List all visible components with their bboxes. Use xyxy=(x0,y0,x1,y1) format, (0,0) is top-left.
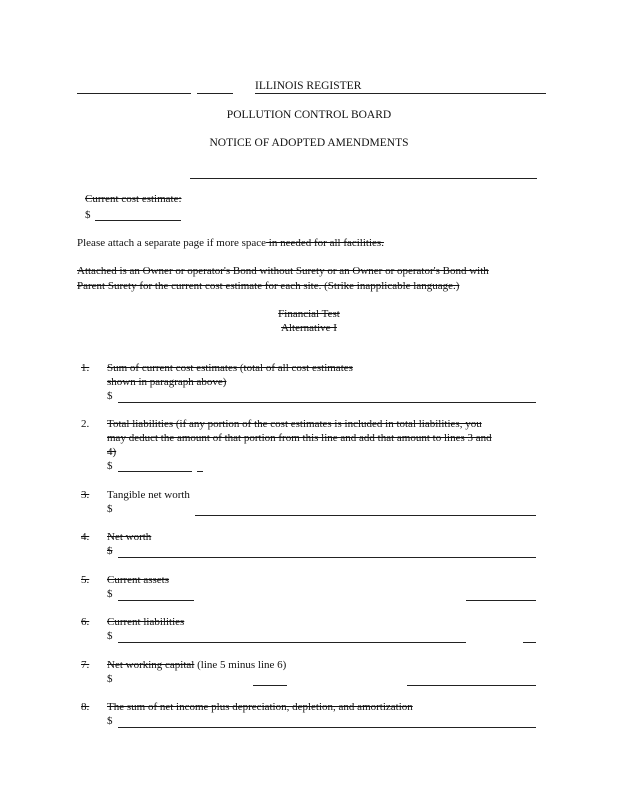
item-7-field-right xyxy=(407,685,536,686)
item-2-label-cont: may deduct the amount of that portion from this line and add that amount to lines 3 and xyxy=(107,432,492,444)
item-number: 7. xyxy=(81,659,90,671)
item-2-field[interactable] xyxy=(118,471,192,472)
register-title: ILLINOIS REGISTER xyxy=(255,80,362,92)
item-1-label: Sum of current cost estimates (total of all cost estimates xyxy=(107,362,353,374)
attach-page-prefix: Please attach a separate page if more space xyxy=(77,237,267,249)
item-4-field[interactable] xyxy=(118,557,536,558)
section-subtitle: Alternative I xyxy=(281,322,337,334)
item-number: 5. xyxy=(81,574,90,586)
item-8-label: The sum of net income plus depreciation, depletion, and amortization xyxy=(107,701,413,713)
item-2-field-tail xyxy=(197,471,203,472)
attach-page-struck: in needed for all facilities. xyxy=(266,237,384,249)
item-8-dollar: $ xyxy=(107,715,113,727)
item-2-label: Total liabilities (if any portion of the cost estimates is included in total liabilities, you xyxy=(107,418,482,430)
notice-title: NOTICE OF ADOPTED AMENDMENTS xyxy=(209,137,409,149)
item-5-field[interactable] xyxy=(118,600,194,601)
section-title: Financial Test xyxy=(278,308,340,320)
item-6-dollar: $ xyxy=(107,630,113,642)
item-number: 8. xyxy=(81,701,90,713)
board-title: POLLUTION CONTROL BOARD xyxy=(226,109,392,121)
item-7-label-note: (line 5 minus line 6) xyxy=(194,659,287,671)
item-4-dollar: $ xyxy=(107,545,113,557)
item-7-text xyxy=(107,659,286,671)
current-cost-field[interactable] xyxy=(95,220,181,221)
item-7-label: Net working capital xyxy=(107,659,195,671)
item-2-label-cont2: 4) xyxy=(107,446,117,458)
item-1-field[interactable] xyxy=(118,402,536,403)
item-3-field[interactable] xyxy=(195,515,536,516)
item-6-field-tail xyxy=(523,642,536,643)
attached-bond-line2: Parent Surety for the current cost estimate for each site. (Strike inapplicable language.) xyxy=(77,280,460,292)
item-1-dollar: $ xyxy=(107,390,113,402)
item-number: 3. xyxy=(81,489,90,501)
item-7-field-left[interactable] xyxy=(253,685,287,686)
item-2-dollar: $ xyxy=(107,460,113,472)
header-rule-mid xyxy=(197,93,233,94)
item-4-label: Net worth xyxy=(107,531,152,543)
header-rule-right xyxy=(255,93,546,94)
item-number: 6. xyxy=(81,616,90,628)
attach-page-note xyxy=(77,237,384,249)
item-5-dollar: $ xyxy=(107,588,113,600)
item-1-label-cont: shown in paragraph above) xyxy=(107,376,227,388)
item-6-label: Current liabilities xyxy=(107,616,185,628)
item-number: 1. xyxy=(81,362,90,374)
item-8-field[interactable] xyxy=(118,727,536,728)
item-number: 2. xyxy=(81,418,90,430)
current-cost-dollar: $ xyxy=(85,209,91,221)
item-5-label: Current assets xyxy=(107,574,170,586)
item-3-dollar: $ xyxy=(107,503,113,515)
item-5-field-right xyxy=(466,600,536,601)
attached-bond-line1: Attached is an Owner or operator's Bond without Surety or an Owner or operator's Bond with xyxy=(77,265,489,277)
item-number: 4. xyxy=(81,531,90,543)
item-7-dollar: $ xyxy=(107,673,113,685)
header-rule-left xyxy=(77,93,191,94)
item-3-label: Tangible net worth xyxy=(107,489,190,501)
current-cost-label: Current cost estimate: xyxy=(85,193,182,205)
item-6-field[interactable] xyxy=(118,642,466,643)
top-fill-line xyxy=(190,178,537,179)
